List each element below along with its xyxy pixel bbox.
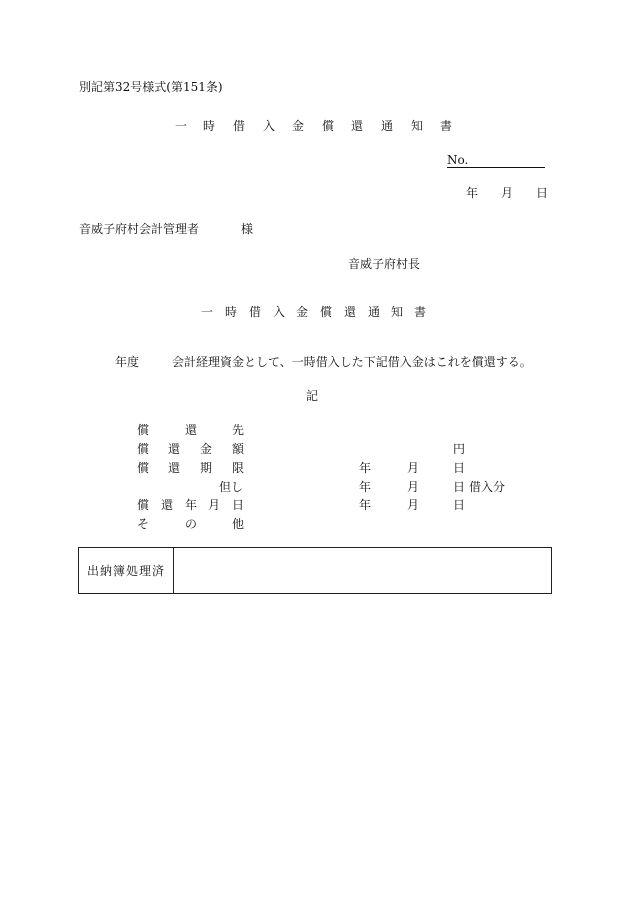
item-char: 月 [208,498,221,512]
date-year-label: 年 [466,186,479,200]
title-top-char: 書 [440,119,453,133]
item-char: 償 [137,442,150,456]
item-char: 先 [232,423,245,437]
title-top-char: 通 [381,119,394,133]
title-char: 入 [273,305,286,319]
addressee-name: 音威子府村会計管理者 [79,222,200,236]
item-char: 償 [137,498,150,512]
item-char: 償 [137,461,150,475]
ki-marker: 記 [306,389,319,403]
title-char: 一 [201,305,214,319]
number-field [447,153,545,168]
title-char: 借 [249,305,262,319]
period-day: 日 [453,461,466,475]
item-char: 年 [185,498,198,512]
item-char: 還 [168,442,181,456]
title-char: 金 [296,305,309,319]
title-top-char: 入 [263,119,276,133]
item-char: 期 [200,461,213,475]
item-char: 限 [232,461,245,475]
sender-name: 音威子府村長 [348,257,421,271]
item-char: 還 [185,423,198,437]
item-char: 金 [200,442,213,456]
title-char: 知 [391,305,404,319]
fiscal-year-label: 年度 [115,355,140,369]
body-text: 会計経理資金として、一時借入した下記借入金はこれを償還する。 [172,355,532,369]
amount-unit: 円 [453,442,466,456]
date-month-label: 月 [501,186,514,200]
item-char: 還 [168,461,181,475]
title-top-char: 時 [203,119,216,133]
item-char: そ [137,517,150,531]
proviso-month: 月 [407,480,420,494]
title-char: 償 [320,305,333,319]
processed-stamp-box [78,547,552,594]
title-top-char: 一 [175,119,188,133]
processed-value-cell [174,548,552,594]
title-char: 通 [368,305,381,319]
title-top-char: 借 [233,119,246,133]
title-top-char: 知 [411,119,424,133]
addressee-honorific: 様 [241,222,254,236]
item-char: の [185,517,198,531]
proviso-suffix: 借入分 [469,480,506,494]
redemption-year: 年 [359,498,372,512]
item-char: 日 [232,498,245,512]
title-top-char: 金 [292,119,305,133]
proviso-year: 年 [359,480,372,494]
title-char: 時 [225,305,238,319]
proviso-day: 日 [453,480,466,494]
item-char: 額 [232,442,245,456]
item-char: 償 [137,423,150,437]
number-label: No. [447,153,469,167]
title-top-char: 還 [351,119,364,133]
title-char: 還 [344,305,357,319]
period-month: 月 [407,461,420,475]
item-char: 他 [232,517,245,531]
title-char: 書 [414,305,427,319]
processed-label: 出納簿処理済 [79,548,174,594]
redemption-month: 月 [407,498,420,512]
title-top-char: 償 [322,119,335,133]
proviso-label: 但し [219,480,244,494]
form-number: 別記第32号様式(第151条) [79,80,223,94]
date-day-label: 日 [536,186,549,200]
item-char: 還 [161,498,174,512]
redemption-day: 日 [453,498,466,512]
period-year: 年 [359,461,372,475]
